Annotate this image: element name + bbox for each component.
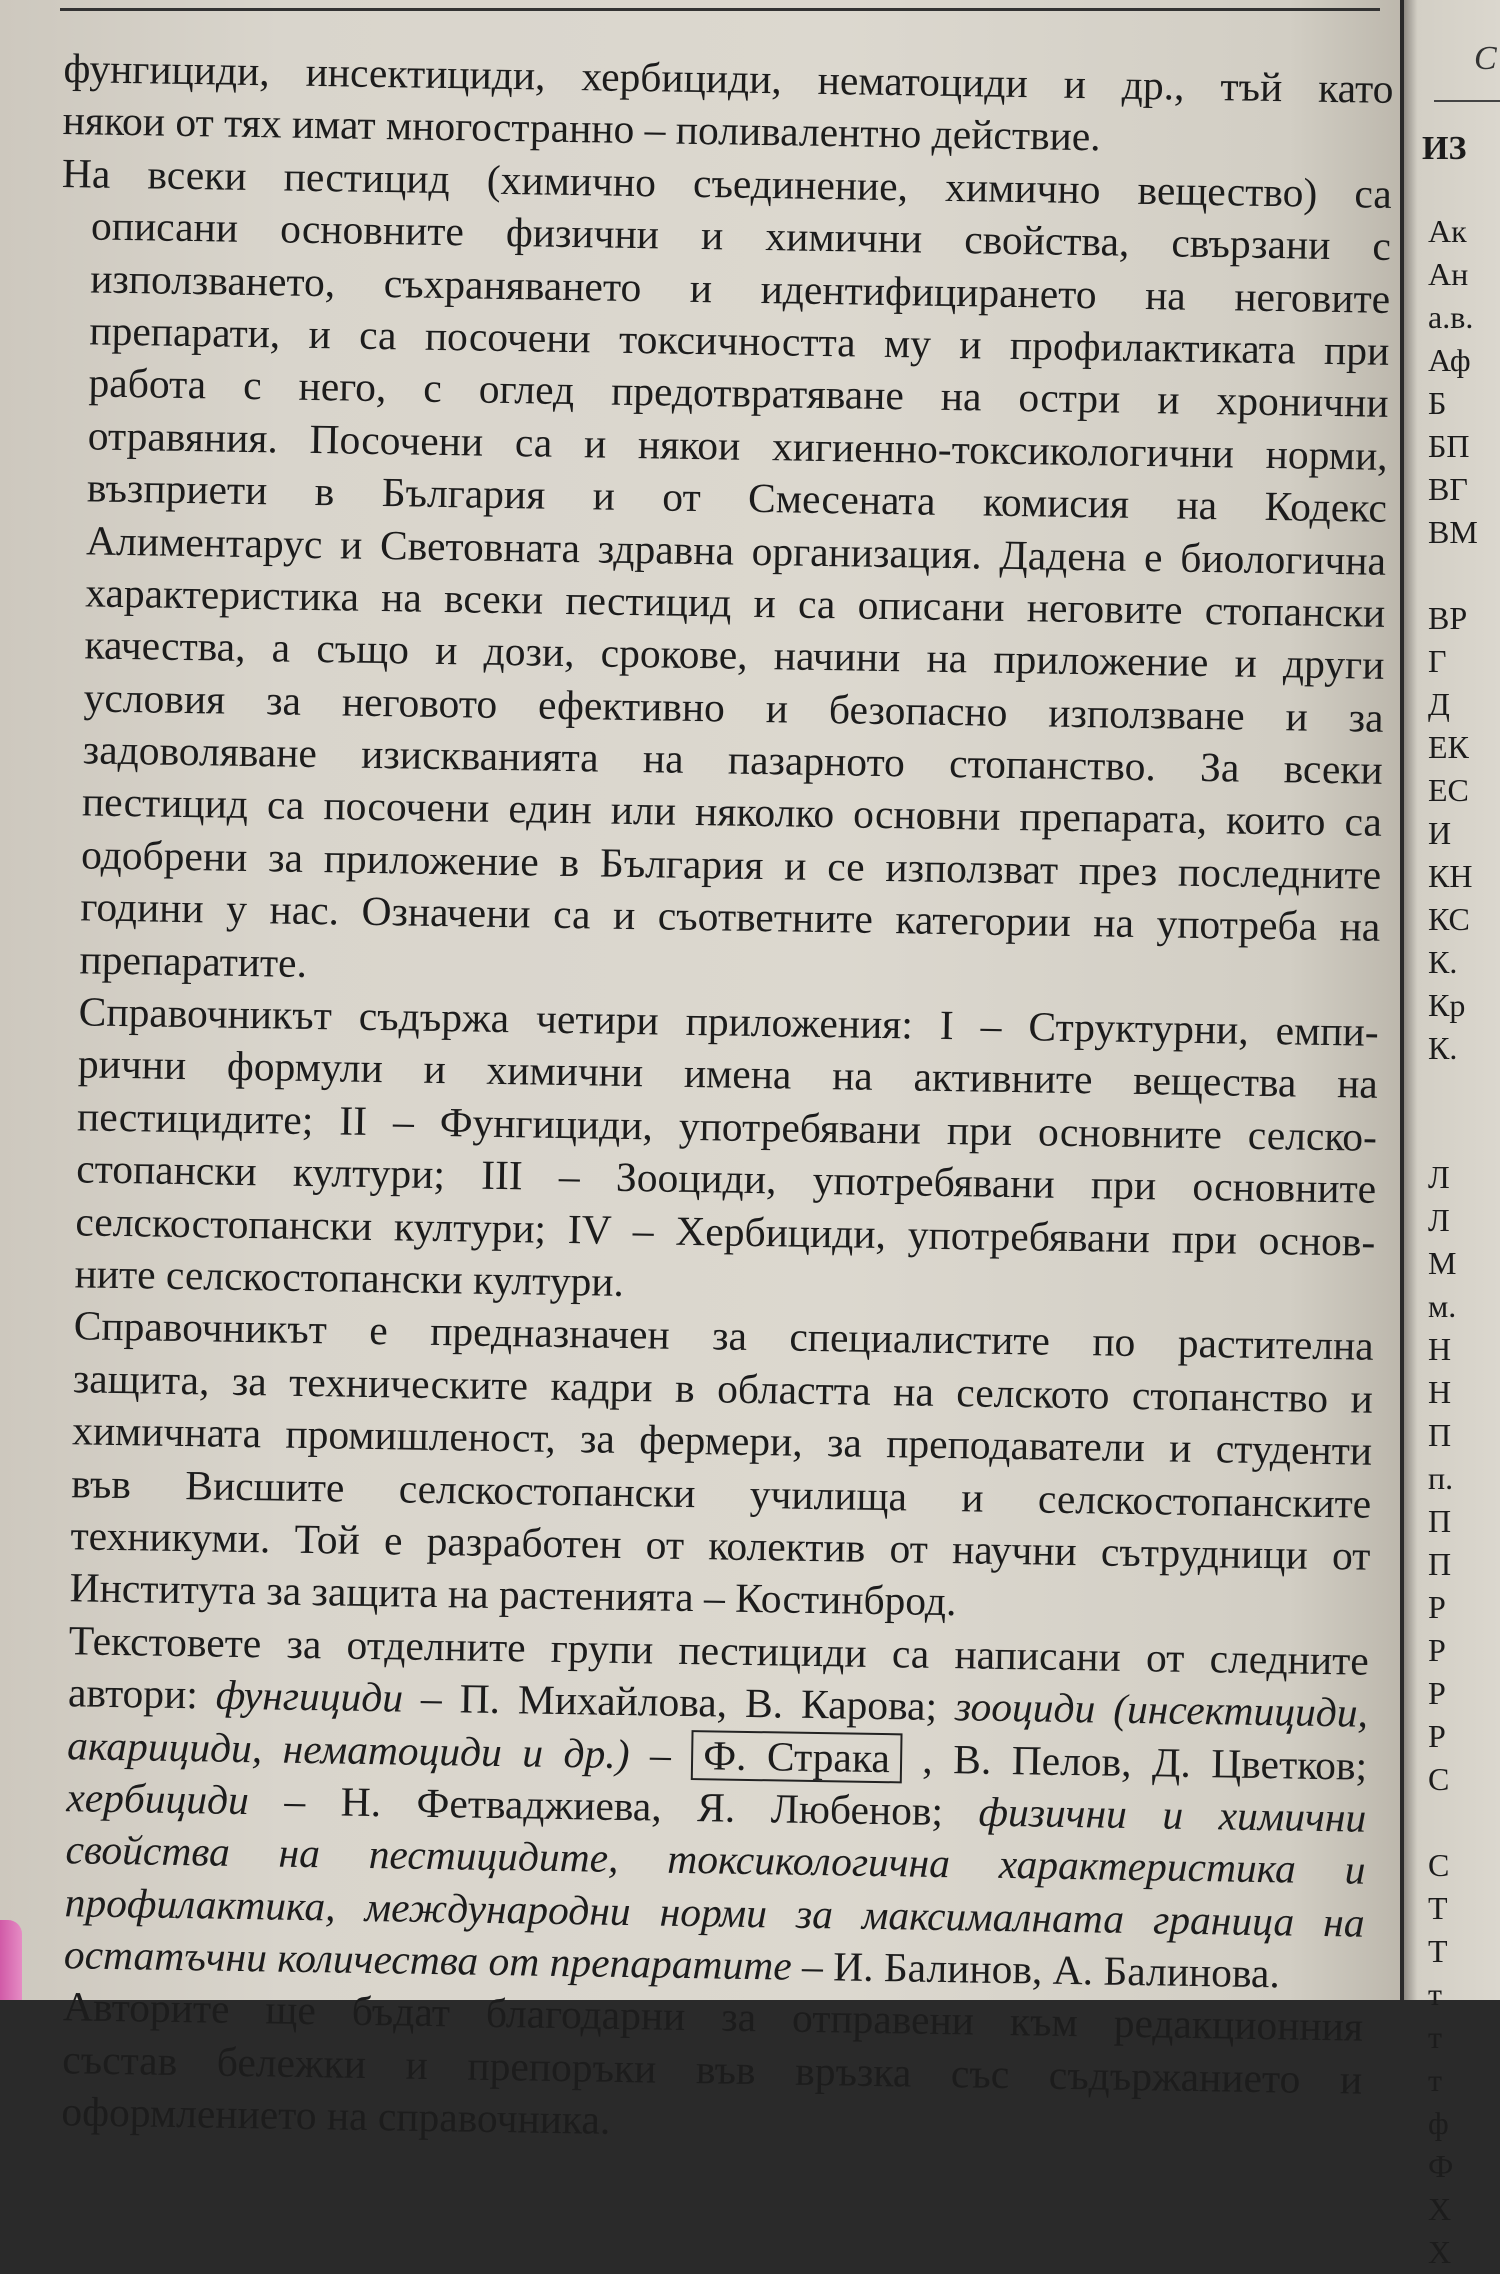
finger-edge <box>0 1920 22 2000</box>
text-segment: зооциди (инсектициди, <box>954 1683 1369 1736</box>
abbreviation-item <box>1428 1113 1478 1156</box>
text-line: Справочникът е предназначен за специалистите по растителна <box>73 1302 1375 1370</box>
abbreviation-item: Д <box>1428 686 1450 722</box>
abbreviation-item: т <box>1428 2019 1442 2055</box>
abbreviation-item: Л <box>1428 1159 1450 1195</box>
abbreviation-item: Р <box>1428 1675 1446 1711</box>
text-line: Алиментарус и Световната здравна организация. Дадена е биологична <box>85 516 1387 584</box>
abbreviation-item: ВР <box>1428 600 1468 636</box>
text-line: профилактика, международни норми за максималната граница на <box>64 1878 1365 1946</box>
header-rule <box>1434 100 1500 102</box>
text-line: състав бележки и препоръки във връзка със съдържанието и <box>61 2036 1363 2103</box>
text-segment: – Н. Фетваджиева, Я. Любенов; <box>248 1777 979 1835</box>
text-line: Института за защита на растенията – Костинброд. <box>69 1564 957 1625</box>
abbreviation-item: Б <box>1428 385 1447 421</box>
text-line: характеристика на всеки пестицид и са описани неговите стопански <box>84 569 1386 636</box>
abbreviation-item: а.в. <box>1428 299 1474 335</box>
abbreviation-item: Ан <box>1428 256 1469 292</box>
paragraph-3 <box>44 985 1379 1320</box>
text-segment: – И. Балинов, А. Балинова. <box>791 1942 1281 1997</box>
authors-paragraph <box>34 1614 1370 2002</box>
abbreviation-item <box>1428 1070 1478 1113</box>
abbreviation-item: К. <box>1428 1030 1458 1066</box>
abbreviation-item: п. <box>1428 1460 1454 1496</box>
text-line: условия за неговото ефективно и безопасно използване и за <box>83 674 1384 741</box>
abbreviation-item: м. <box>1428 1288 1457 1324</box>
text-segment: физични и химични <box>978 1788 1367 1841</box>
text-line: Авторите ще бъдат благодарни за отправени към редакционния <box>62 1983 1364 2051</box>
abbreviation-item: И <box>1428 815 1452 851</box>
text-line: Текстовете за отделните групи пестициди са написани от следните <box>68 1616 1370 1684</box>
paragraph-4 <box>39 1299 1374 1634</box>
text-segment: остатъчни количества от препаратите <box>63 1931 793 1989</box>
text-line: защита, за техническите кадри в областта на селското стопанство и <box>72 1355 1374 1422</box>
text-line: работа с него, с оглед предотвратяване на остри и хронични <box>88 359 1389 427</box>
abbreviation-item <box>1428 1801 1478 1844</box>
abbreviation-item: ЕК <box>1428 729 1469 765</box>
abbreviation-item: ЕС <box>1428 772 1469 808</box>
abbreviation-item: Н <box>1428 1374 1452 1410</box>
running-head: С <box>1474 40 1497 77</box>
text-segment: фунгициди <box>215 1671 404 1721</box>
abbreviation-item: Т <box>1428 1933 1448 1969</box>
abbreviation-item: Р <box>1428 1718 1446 1754</box>
text-line: На всеки пестицид (химично съединение, химично вещество) са <box>61 149 1393 217</box>
abbreviation-item: Р <box>1428 1632 1446 1668</box>
closing-paragraph <box>31 1980 1363 2158</box>
text-line: използването, съхраняването и идентифицирането на неговите <box>89 255 1391 322</box>
paragraph-2 <box>49 147 1392 1006</box>
abbreviation-item: Кр <box>1428 987 1466 1023</box>
text-segment: , В. Пелов, Д. Цветков; <box>901 1734 1368 1789</box>
boxed-author-name: Ф. Страка <box>691 1730 902 1783</box>
abbreviation-item: т <box>1428 1976 1442 2012</box>
text-line: години у нас. Означени са и съответните категории на употреба на <box>80 883 1381 951</box>
abbreviation-item: Л <box>1428 1202 1450 1238</box>
abbreviation-item: С <box>1428 1761 1450 1797</box>
text-line: техникуми. Той е разработен от колектив от научни сътрудници от <box>70 1512 1371 1579</box>
text-segment: хербициди <box>66 1774 250 1824</box>
abbreviation-item: КН <box>1428 858 1473 894</box>
text-line: отравяния. Посочени са и някои хигиенно-токсикологични норми, <box>87 412 1389 479</box>
abbreviations-list <box>1428 210 1478 2274</box>
abbreviation-item: П <box>1428 1546 1452 1582</box>
text-line: свойства на пестицидите, токсикологична характеристика и <box>65 1826 1366 1893</box>
text-line: някои от тях имат многостранно – поливалентно действие. <box>62 97 1102 160</box>
text-line: пестицид са посочени един или няколко основни препарата, които са <box>81 778 1383 846</box>
top-rule <box>60 0 1380 11</box>
abbreviation-item: КС <box>1428 901 1470 937</box>
abbreviation-item: ф <box>1428 2105 1449 2141</box>
abbreviation-item: т <box>1428 2062 1442 2098</box>
abbreviation-item: Х <box>1428 2234 1452 2270</box>
abbreviation-item: Т <box>1428 1890 1448 1926</box>
text-segment: акарициди, нематоциди и др.) <box>66 1721 630 1777</box>
abbreviations-heading: ИЗ <box>1422 130 1467 167</box>
text-line: пестицидите; II – Фунгициди, употребявани при основните селско- <box>76 1093 1378 1160</box>
paragraph-1 <box>62 42 1393 168</box>
text-segment: автори: <box>67 1669 217 1718</box>
abbreviation-item: Х <box>1428 2191 1452 2227</box>
abbreviation-item <box>1428 554 1478 597</box>
text-line: фунгициди, инсектициди, хербициди, нематоциди и др., тъй като <box>63 44 1394 112</box>
text-line: рични формули и химични имена на активните вещества на <box>77 1040 1379 1108</box>
preface-text <box>31 42 1394 2158</box>
abbreviation-item: Н <box>1428 1331 1452 1367</box>
abbreviation-item: Аф <box>1428 342 1471 378</box>
text-line: препаратите. <box>79 936 308 986</box>
text-line: оформлението на справочника. <box>61 2088 611 2144</box>
abbreviation-item: П <box>1428 1417 1452 1453</box>
text-segment: – <box>629 1730 692 1778</box>
text-line: химичната промишленост, за фермери, за преподаватели и студенти <box>71 1407 1373 1474</box>
abbreviation-item: Р <box>1428 1589 1446 1625</box>
abbreviation-item: ВГ <box>1428 471 1468 507</box>
text-line: описани основните физични и химични свойства, свързани с <box>90 202 1392 270</box>
abbreviation-item: БП <box>1428 428 1470 464</box>
text-line: Справочникът съдържа четири приложения: I – Структурни, емпи- <box>78 988 1379 1055</box>
text-line: възприети в България и от Смесената комисия на Кодекс <box>86 464 1388 531</box>
right-book-page <box>1404 0 1500 2270</box>
abbreviation-item: Ф <box>1428 2148 1454 2184</box>
abbreviation-item: ВМ <box>1428 514 1478 550</box>
text-line: ните селскостопански култури. <box>74 1250 625 1305</box>
text-line: препарати, и са посочени токсичността му и профилактиката при <box>89 307 1390 374</box>
abbreviation-item: С <box>1428 1847 1450 1883</box>
text-line: стопански култури; III – Зооциди, употребявани при основните <box>75 1145 1377 1212</box>
text-line: във Висшите селскостопански училища и селскостопанските <box>71 1459 1372 1527</box>
text-line: одобрени за приложение в България и се използват през последните <box>80 831 1382 898</box>
abbreviation-item: П <box>1428 1503 1452 1539</box>
abbreviation-item: Г <box>1428 643 1447 679</box>
abbreviation-item: Ак <box>1428 213 1467 249</box>
abbreviation-item: К. <box>1428 944 1458 980</box>
text-line: селскостопански култури; IV – Хербициди, употребявани при основ- <box>75 1197 1376 1265</box>
text-line: качества, а също и дози, срокове, начини на приложение и други <box>84 621 1385 689</box>
abbreviation-item: М <box>1428 1245 1457 1281</box>
text-line: задоволяване изискванията на пазарното стопанство. За всеки <box>82 726 1384 793</box>
text-segment: – П. Михайлова, В. Карова; <box>402 1674 956 1730</box>
